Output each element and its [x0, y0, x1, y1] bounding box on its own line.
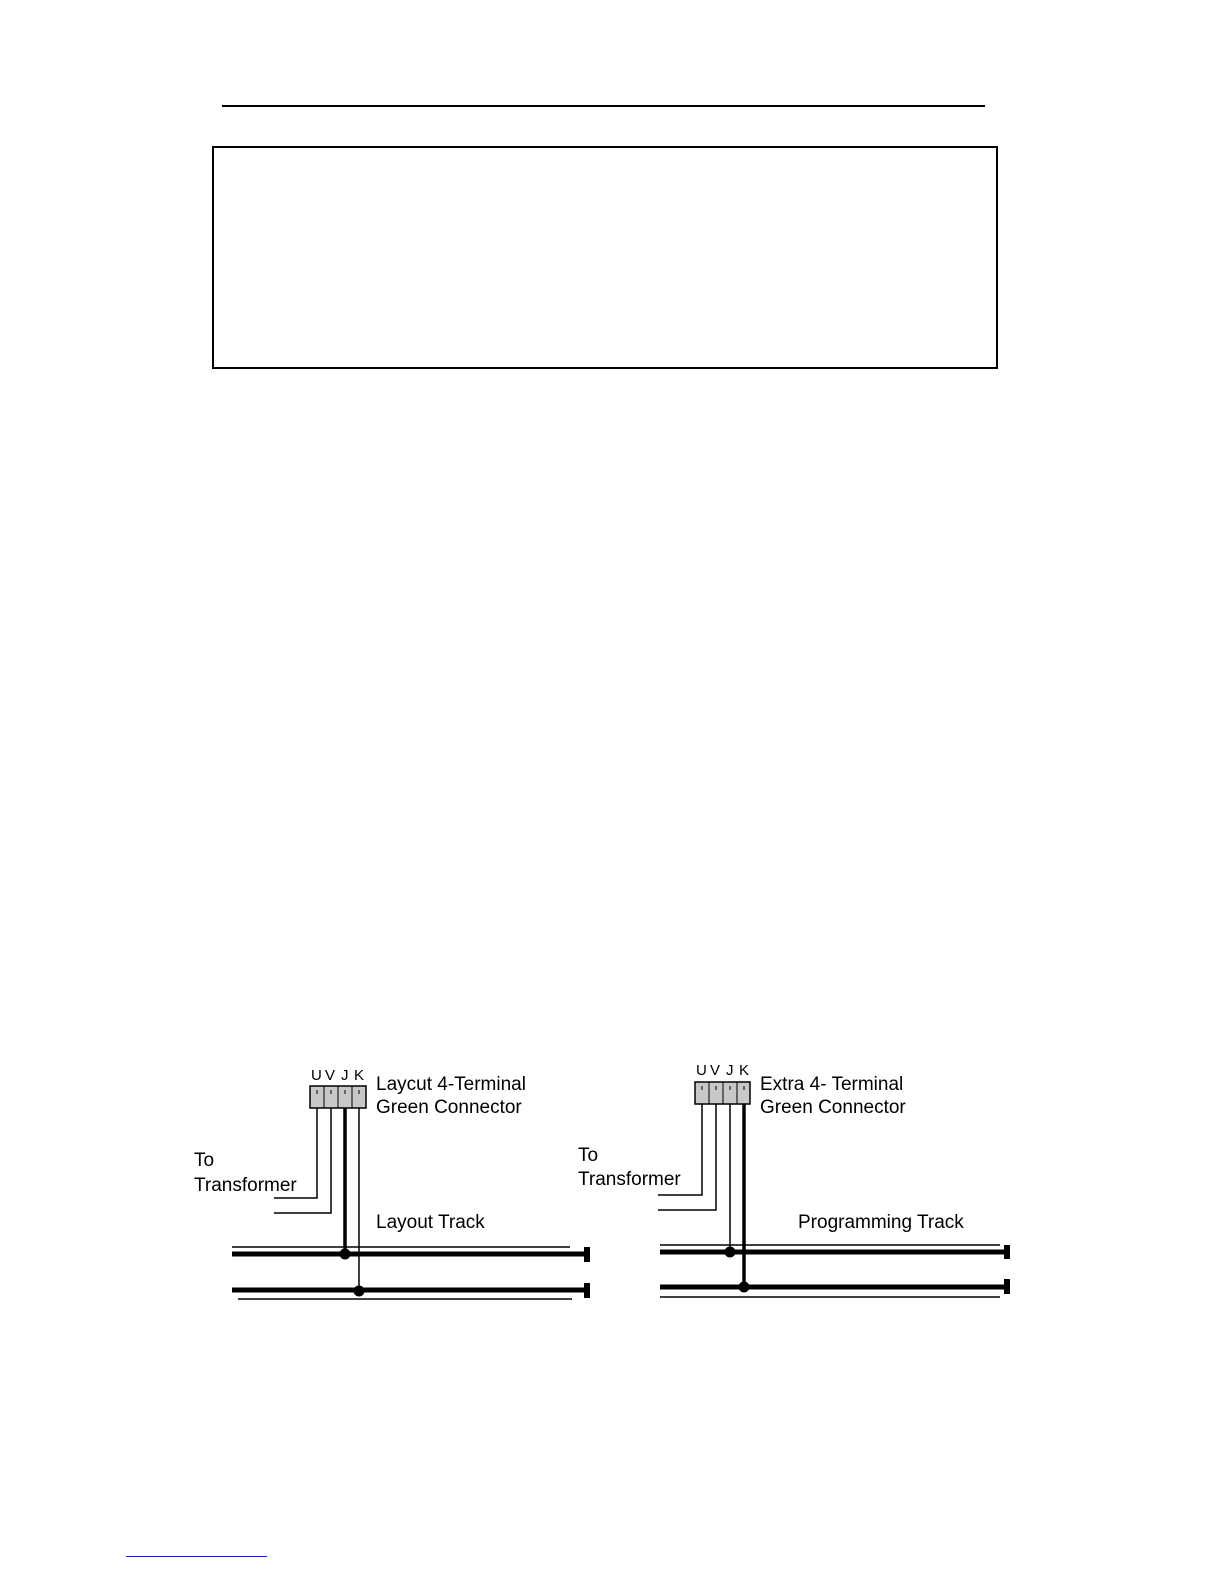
layout-connector-label-line1: Laycut 4-Terminal: [376, 1074, 526, 1095]
programming-terminal-k: K: [739, 1062, 751, 1079]
layout-wiring-diagram: [194, 1067, 590, 1299]
programming-track-label: Programming Track: [798, 1212, 964, 1233]
layout-terminal-u: U: [311, 1067, 323, 1084]
programming-green-connector: [695, 1082, 750, 1104]
layout-connector-label-line2: Green Connector: [376, 1097, 522, 1118]
programming-transformer-label-line1: To: [578, 1145, 599, 1166]
layout-terminal-j: J: [341, 1067, 350, 1084]
layout-transformer-label-line1: To: [194, 1150, 215, 1171]
programming-wire-v: [658, 1104, 716, 1210]
programming-track-rail-top: [660, 1245, 1010, 1259]
layout-track-label: Layout Track: [376, 1212, 485, 1233]
layout-terminal-k: K: [354, 1067, 366, 1084]
footer-rule: [126, 1556, 267, 1557]
programming-junction-top: [725, 1247, 736, 1258]
layout-junction-bottom: [354, 1286, 365, 1297]
layout-track-rail-bottom: [232, 1283, 590, 1299]
layout-terminal-v: V: [325, 1067, 337, 1084]
programming-junction-bottom: [739, 1282, 750, 1293]
programming-terminal-v: V: [710, 1062, 722, 1079]
programming-terminal-u: U: [696, 1062, 708, 1079]
programming-terminal-j: J: [726, 1062, 735, 1079]
programming-connector-label-line2: Green Connector: [760, 1097, 906, 1118]
programming-connector-label-line1: Extra 4- Terminal: [760, 1074, 904, 1095]
layout-transformer-label-line2: Transformer: [194, 1175, 297, 1196]
programming-transformer-label-line2: Transformer: [578, 1169, 681, 1190]
layout-junction-top: [340, 1249, 351, 1260]
layout-green-connector: [310, 1086, 366, 1108]
layout-track-rail-top: [232, 1247, 590, 1262]
programming-wiring-diagram: [578, 1062, 1010, 1297]
programming-track-rail-bottom: [660, 1279, 1010, 1297]
